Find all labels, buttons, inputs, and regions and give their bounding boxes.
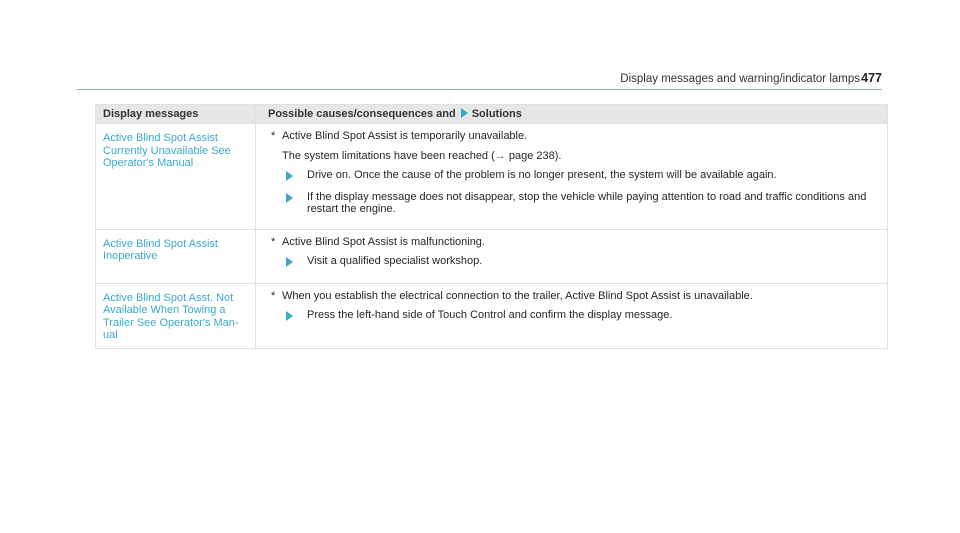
cause-block xyxy=(271,236,877,256)
step-text: Press the left-hand side of Touch Control and confirm the display message. xyxy=(307,309,673,321)
cause-block xyxy=(271,290,877,310)
step-text: If the display message does not disappear, stop the vehicle while paying attention to road and traffic conditions and restart the engine. xyxy=(307,190,867,215)
header-divider xyxy=(77,89,882,90)
display-message-text: Active Blind Spot Asst. Not Available When Towing a Trailer See Operator's Man- ual xyxy=(96,283,256,348)
solution-cell xyxy=(256,124,888,230)
page-header xyxy=(0,0,960,90)
step-arrow-icon xyxy=(286,193,293,203)
cause-text: When you establish the electrical connection to the trailer, Active Blind Spot Assist is unavailable. xyxy=(282,289,753,302)
page-number: 477 xyxy=(861,71,882,85)
cause-block xyxy=(271,130,877,169)
cause-text: Active Blind Spot Assist is temporarily unavailable. xyxy=(282,130,528,142)
step-arrow-icon xyxy=(286,311,293,321)
asterisk-marker: * xyxy=(271,235,276,248)
display-messages-table xyxy=(95,104,888,349)
solution-cell xyxy=(256,283,888,348)
table-row xyxy=(96,283,888,348)
asterisk-marker: * xyxy=(271,289,276,302)
cause-detail-prefix: The system limitations have been reached ( xyxy=(282,149,495,162)
page-reference-link[interactable]: page 238). xyxy=(505,149,562,162)
cross-reference-arrow-icon: → xyxy=(494,149,506,162)
cause-detail xyxy=(282,150,877,163)
step-text: Visit a qualified specialist workshop. xyxy=(307,255,483,267)
display-message-text: Active Blind Spot Assist Currently Unavailable See Operator's Manual xyxy=(96,124,256,230)
step-text: Drive on. Once the cause of the problem is no longer present, the system will be available again. xyxy=(307,169,777,181)
table-header-row xyxy=(96,105,888,124)
solution-step xyxy=(286,169,877,184)
column-header-solutions xyxy=(256,105,888,124)
step-arrow-icon xyxy=(286,257,293,267)
column-header-display-messages: Display messages xyxy=(96,105,256,124)
column-header-solutions-prefix: Possible causes/consequences and xyxy=(268,108,456,120)
step-arrow-icon xyxy=(286,171,293,181)
solution-step xyxy=(286,309,877,324)
table-row xyxy=(96,229,888,283)
solution-step xyxy=(286,255,877,270)
solution-arrow-icon xyxy=(461,108,468,118)
solution-step xyxy=(286,191,877,216)
cause-text: Active Blind Spot Assist is malfunctioning. xyxy=(282,235,485,248)
asterisk-marker: * xyxy=(271,130,276,142)
display-message-text: Active Blind Spot Assist Inoperative xyxy=(96,229,256,283)
running-header-title: Display messages and warning/indicator lamps xyxy=(620,73,860,85)
column-header-solutions-suffix: Solutions xyxy=(471,108,522,120)
table-row xyxy=(96,124,888,230)
solution-cell xyxy=(256,229,888,283)
